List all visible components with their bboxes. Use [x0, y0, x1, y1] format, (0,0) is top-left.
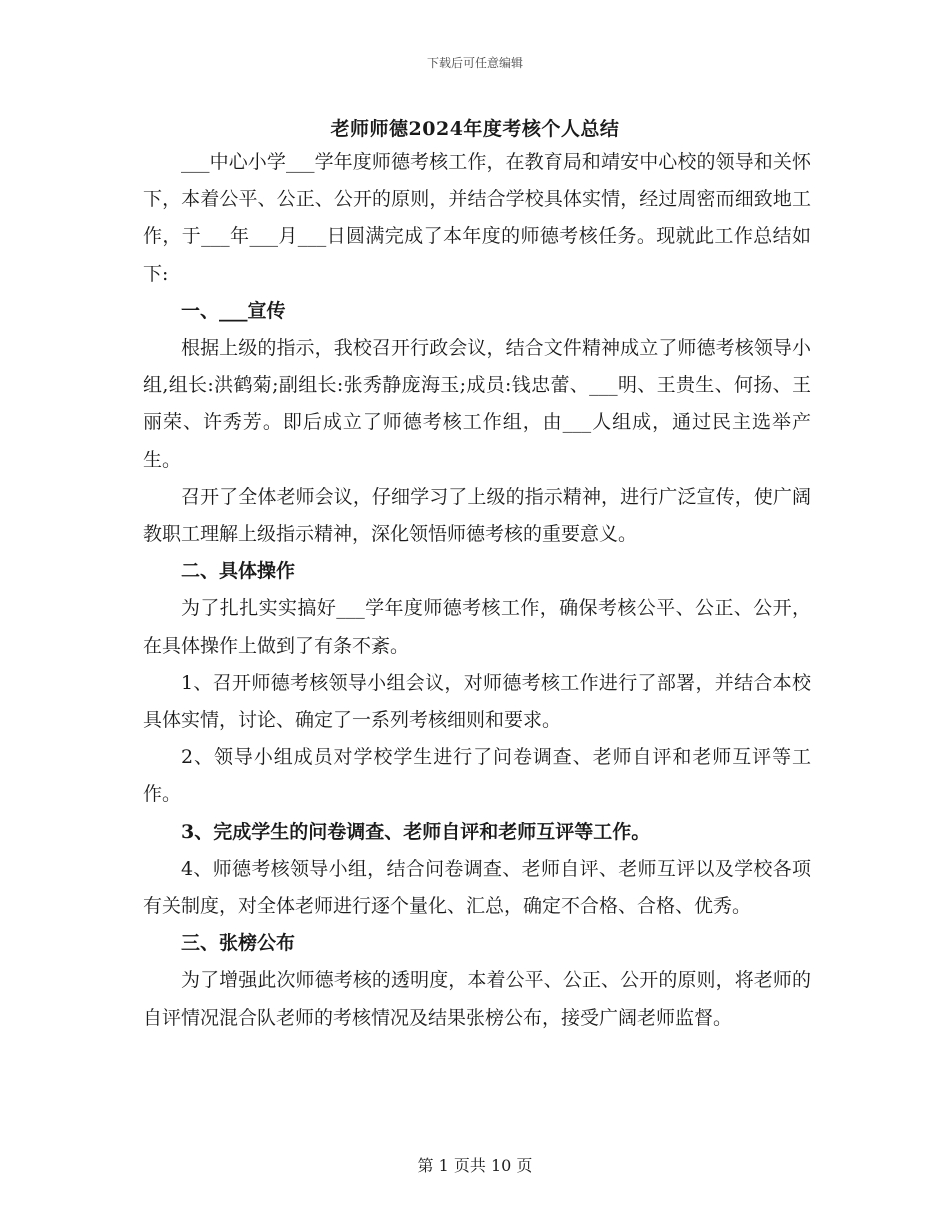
- section-heading-publicity: 一、___宣传: [181, 299, 286, 322]
- page-number: 第 1 页共 10 页: [417, 1156, 533, 1175]
- paragraph-operation-intro: 为了扎扎实实搞好___学年度师德考核工作，确保考核公平、公正、公开，在具体操作上做到了有条不紊。: [143, 597, 811, 657]
- section-heading-operation: 二、具体操作: [181, 560, 296, 583]
- document-title: 老师师德2024年度考核个人总结: [330, 118, 620, 140]
- section-heading-announcement: 三、张榜公布: [181, 932, 296, 955]
- paragraph-step-4: 4、师德考核领导小组，结合问卷调查、老师自评、老师互评以及学校各项有关制度，对全体老师进行逐个量化、汇总，确定不合格、合格、优秀。: [143, 857, 811, 918]
- paragraph-step-2: 2、领导小组成员对学校学生进行了问卷调查、老师自评和老师互评等工作。: [143, 746, 811, 806]
- header-note: 下载后可任意编辑: [426, 56, 523, 70]
- paragraph-step-1: 1、召开师德考核领导小组会议，对师德考核工作进行了部署，并结合本校具体实情，讨论、确定了一系列考核细则和要求。: [143, 671, 811, 732]
- paragraph-announcement: 为了增强此次师德考核的透明度，本着公平、公正、公开的原则，将老师的自评情况混合队老师的考核情况及结果张榜公布，接受广阔老师监督。: [143, 969, 811, 1029]
- paragraph-step-3: 3、完成学生的问卷调查、老师自评和老师互评等工作。: [181, 820, 651, 843]
- document-body: [143, 144, 811, 1037]
- paragraph-leadership-group: 根据上级的指示，我校召开行政会议，结合文件精神成立了师德考核领导小组,组长:洪鹤菊;副组长:张秀静庞海玉;成员:钱忠蕾、___明、王贵生、何扬、王丽荣、许秀芳。即后成立了师德考核工作组，由___人组成，通过民主选举产生。: [143, 337, 811, 471]
- paragraph-staff-meeting: 召开了全体老师会议，仔细学习了上级的指示精神，进行广泛宣传，使广阔教职工理解上级指示精神，深化领悟师德考核的重要意义。: [143, 485, 811, 546]
- paragraph-intro: ___中心小学___学年度师德考核工作，在教育局和靖安中心校的领导和关怀下，本着公平、公正、公开的原则，并结合学校具体实情，经过周密而细致地工作，于___年___月___日圆满完成了本年度的师德考核任务。现就此工作总结如下:: [143, 151, 811, 285]
